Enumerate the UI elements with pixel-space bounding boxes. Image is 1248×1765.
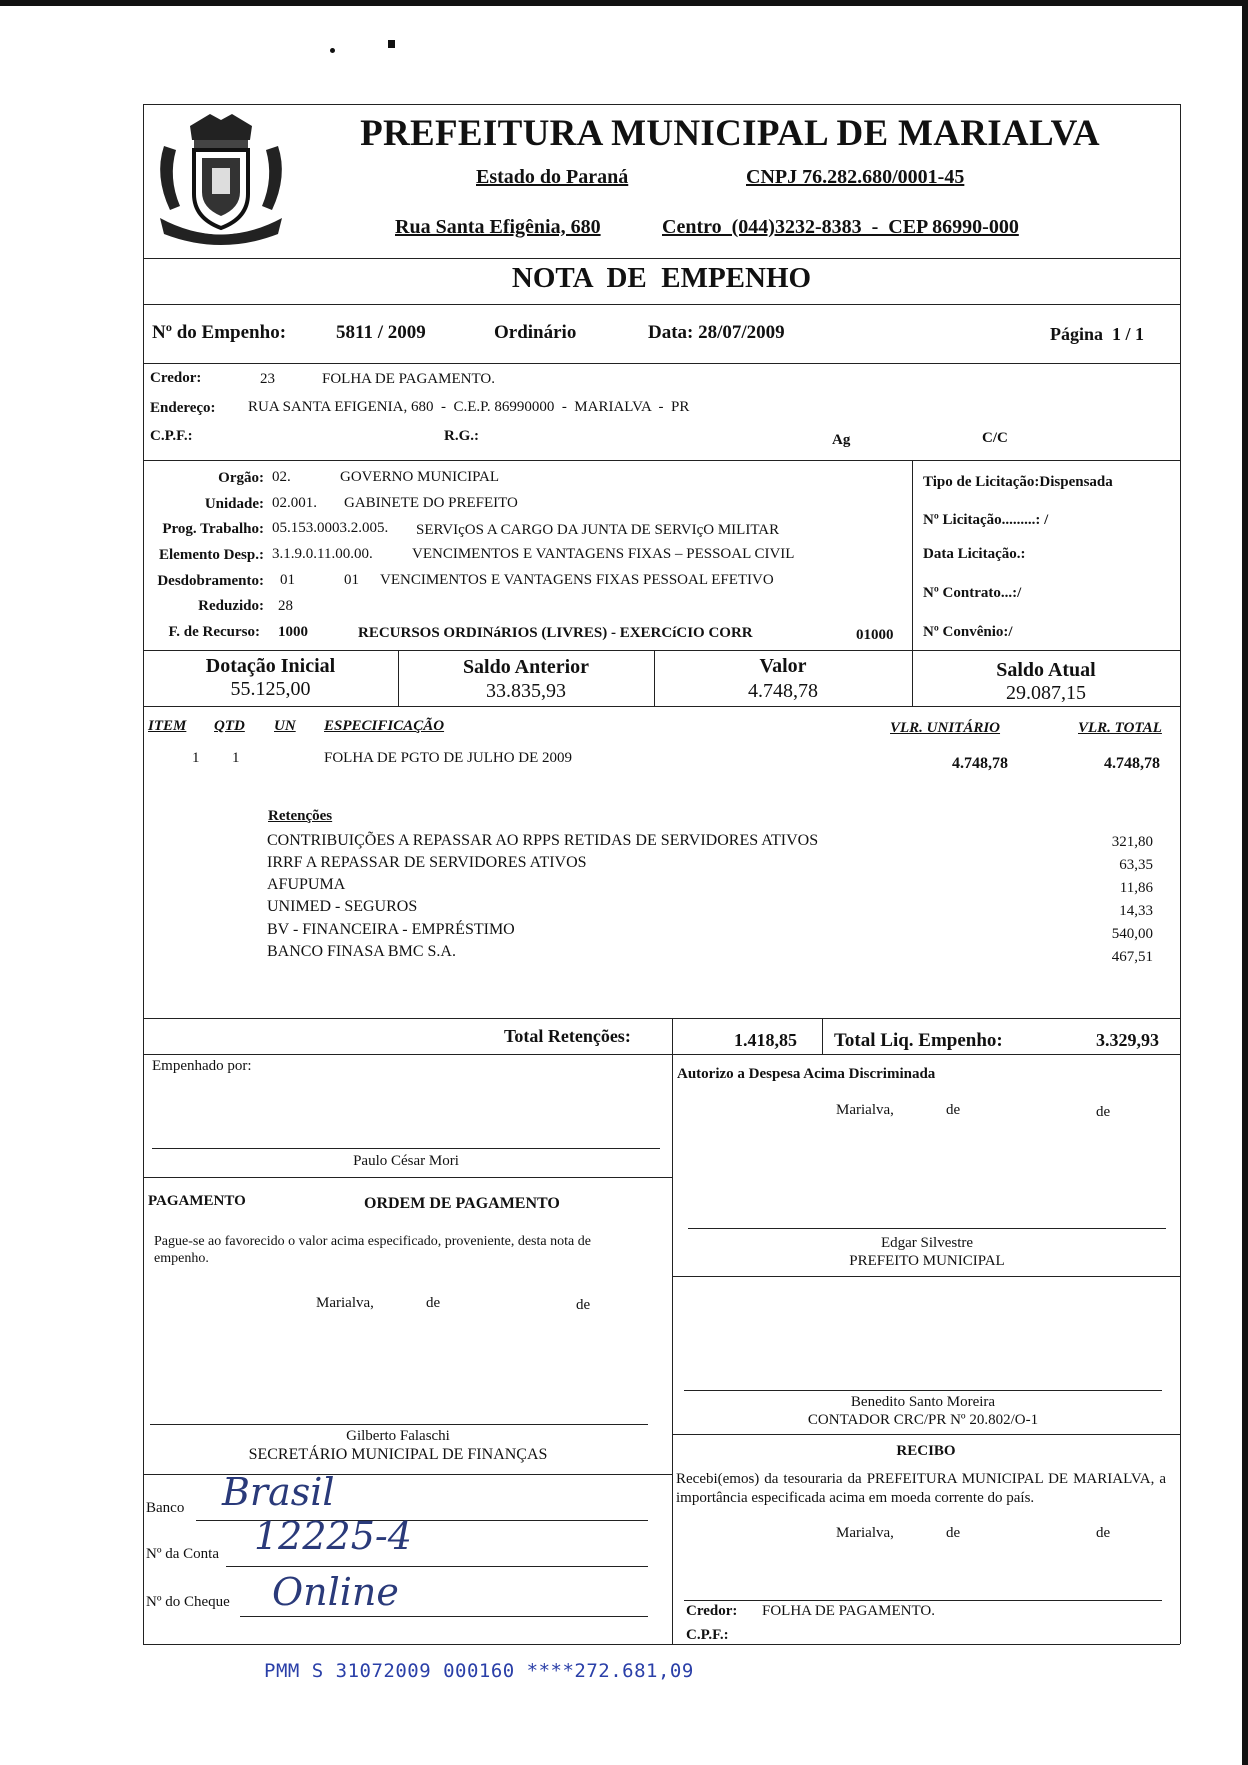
- retencao-desc: BV - FINANCEIRA - EMPRÉSTIMO: [267, 921, 515, 938]
- rule: [912, 460, 913, 650]
- ordem-pagamento-label: ORDEM DE PAGAMENTO: [364, 1195, 560, 1212]
- place-marialva: Marialva,: [836, 1525, 894, 1541]
- item-unit-value: 4.748,78: [952, 755, 1008, 772]
- rule: [143, 706, 1180, 707]
- retencao-desc: UNIMED - SEGUROS: [267, 898, 418, 915]
- date-de: de: [946, 1525, 961, 1541]
- col-vlr-total: VLR. TOTAL: [1078, 720, 1162, 736]
- dotacao-label: Dotação Inicial: [205, 655, 336, 677]
- endereco-value: RUA SANTA EFIGENIA, 680 - C.E.P. 86990000 - MARIALVA - PR: [248, 399, 690, 415]
- recurso-ref: 01000: [856, 627, 894, 643]
- retencao-value: 467,51: [1111, 949, 1153, 965]
- rule: [822, 1018, 823, 1054]
- recurso-code: 1000: [278, 624, 308, 640]
- rule: [143, 104, 1180, 105]
- item-qtd: 1: [232, 750, 240, 766]
- scan-speck: [388, 40, 395, 48]
- saldo-anterior-value: 33.835,93: [486, 680, 566, 702]
- banco-handwritten: Brasil: [222, 1470, 335, 1514]
- empenho-number: 5811 / 2009: [336, 322, 426, 343]
- cheque-handwritten: Online: [272, 1570, 399, 1614]
- state-name: Estado do Paraná: [476, 166, 629, 188]
- recurso-label: F. de Recurso:: [168, 624, 260, 640]
- banco-label: Banco: [146, 1500, 185, 1516]
- orgao-label: Orgão:: [218, 470, 264, 486]
- address: Rua Santa Efigênia, 680: [395, 216, 601, 238]
- page-number: Página 1 / 1: [1050, 324, 1145, 344]
- rule: [143, 1177, 672, 1178]
- rule: [143, 1054, 1180, 1055]
- contador-role: CONTADOR CRC/PR Nº 20.802/O-1: [807, 1412, 1039, 1428]
- rule: [143, 1018, 1180, 1019]
- item-description: FOLHA DE PGTO DE JULHO DE 2009: [324, 750, 573, 766]
- empenho-label: Nº do Empenho:: [152, 322, 287, 343]
- valor-value: 4.748,78: [748, 680, 818, 702]
- total-liquido-label: Total Liq. Empenho:: [834, 1030, 1003, 1051]
- data-licitacao: Data Licitação.:: [923, 546, 1026, 562]
- crest-logo: [150, 106, 292, 256]
- elemento-name: VENCIMENTOS E VANTAGENS FIXAS – PESSOAL CIVIL: [412, 546, 795, 562]
- date-de: de: [576, 1297, 591, 1313]
- date-de: de: [946, 1102, 961, 1118]
- tipo-licitacao: Tipo de Licitação:Dispensada: [923, 474, 1113, 490]
- retencao-desc: CONTRIBUIÇÕES A REPASSAR AO RPPS RETIDAS DE SERVIDORES ATIVOS: [267, 832, 819, 849]
- rule: [143, 304, 1180, 305]
- recibo-cpf-label: C.P.F.:: [686, 1627, 729, 1643]
- pagamento-label: PAGAMENTO: [148, 1193, 246, 1209]
- validation-stamp: PMM S 31072009 000160 ****272.681,09: [264, 1660, 694, 1682]
- credor-code: 23: [260, 371, 275, 387]
- prefeito-role: PREFEITO MUNICIPAL: [849, 1253, 1005, 1269]
- prog-code: 05.153.0003.2.005.: [272, 520, 389, 536]
- rule: [672, 1054, 673, 1644]
- endereco-label: Endereço:: [150, 400, 216, 416]
- signature-line: [152, 1148, 660, 1149]
- date-de: de: [1096, 1104, 1111, 1120]
- recibo-text: Recebi(emos) da tesouraria da PREFEITURA MUNICIPAL DE MARIALVA, a importância especificada acima em moeda corrente do país.: [676, 1471, 1166, 1506]
- scan-border-top: [0, 0, 1248, 6]
- signature-line: [684, 1600, 1162, 1601]
- signature-line: [150, 1424, 648, 1425]
- col-especificacao: ESPECIFICAÇÃO: [324, 718, 445, 734]
- retencao-value: 540,00: [1111, 926, 1153, 942]
- reduzido-label: Reduzido:: [198, 598, 264, 614]
- numero-licitacao: Nº Licitação.........: /: [923, 512, 1049, 528]
- recibo-title: RECIBO: [896, 1443, 956, 1459]
- unidade-code: 02.001.: [272, 495, 317, 511]
- empenhado-name: Paulo César Mori: [353, 1153, 459, 1169]
- item-total-value: 4.748,78: [1104, 755, 1160, 772]
- unidade-name: GABINETE DO PREFEITO: [344, 495, 518, 511]
- signature-line: [688, 1228, 1166, 1229]
- col-qtd: QTD: [214, 718, 245, 734]
- contador-name: Benedito Santo Moreira: [850, 1394, 996, 1410]
- col-item: ITEM: [148, 718, 187, 734]
- rule: [672, 1018, 673, 1054]
- retencao-value: 321,80: [1111, 834, 1153, 850]
- prog-name: SERVIçOS A CARGO DA JUNTA DE SERVIçO MILITAR: [416, 522, 780, 538]
- total-liquido-value: 3.329,93: [1096, 1030, 1159, 1050]
- cheque-label: Nº do Cheque: [146, 1594, 230, 1610]
- elemento-code: 3.1.9.0.11.00.00.: [272, 546, 373, 562]
- secretario-role: SECRETÁRIO MUNICIPAL DE FINANÇAS: [248, 1446, 548, 1463]
- desdobramento-name: VENCIMENTOS E VANTAGENS FIXAS PESSOAL EFETIVO: [380, 572, 774, 588]
- conta-label: Nº da Conta: [146, 1546, 219, 1562]
- recibo-credor-label: Credor:: [686, 1603, 738, 1619]
- prog-label: Prog. Trabalho:: [162, 521, 264, 537]
- orgao-code: 02.: [272, 469, 291, 485]
- document-type-title: NOTA DE EMPENHO: [511, 262, 812, 294]
- rule: [143, 460, 1180, 461]
- retencoes-title: Retenções: [268, 808, 333, 824]
- dotacao-value: 55.125,00: [230, 678, 311, 700]
- desdobramento-b: 01: [344, 572, 359, 588]
- empenho-date: Data: 28/07/2009: [648, 322, 785, 343]
- elemento-label: Elemento Desp.:: [159, 547, 264, 563]
- rule: [143, 363, 1180, 364]
- retencao-value: 63,35: [1119, 857, 1153, 873]
- scan-speck: [330, 48, 335, 53]
- col-vlr-unitario: VLR. UNITÁRIO: [890, 720, 1001, 736]
- valor-label: Valor: [759, 655, 807, 677]
- credor-name: FOLHA DE PAGAMENTO.: [322, 371, 495, 387]
- empenho-type: Ordinário: [494, 322, 577, 343]
- autorizo-label: Autorizo a Despesa Acima Discriminada: [677, 1066, 936, 1082]
- cpf-label: C.P.F.:: [150, 428, 193, 444]
- saldo-atual-value: 29.087,15: [1006, 682, 1086, 704]
- saldo-atual-label: Saldo Atual: [996, 659, 1096, 681]
- cnpj: CNPJ 76.282.680/0001-45: [746, 166, 965, 188]
- place-marialva: Marialva,: [836, 1102, 894, 1118]
- prefeito-name: Edgar Silvestre: [880, 1235, 974, 1251]
- desdobramento-label: Desdobramento:: [157, 573, 264, 589]
- rule: [143, 1644, 1180, 1645]
- col-un: UN: [274, 718, 296, 734]
- desdobramento-a: 01: [280, 572, 295, 588]
- signature-line: [684, 1390, 1162, 1391]
- recibo-credor-name: FOLHA DE PAGAMENTO.: [762, 1603, 935, 1619]
- total-retencoes-value: 1.418,85: [734, 1030, 797, 1050]
- phone-cep: Centro (044)3232-8383 - CEP 86990-000: [662, 216, 1019, 238]
- retencao-desc: AFUPUMA: [267, 876, 346, 893]
- total-retencoes-label: Total Retenções:: [504, 1026, 631, 1046]
- conta-line: [226, 1566, 648, 1567]
- page-title: PREFEITURA MUNICIPAL DE MARIALVA: [360, 113, 1100, 154]
- municipal-coat-of-arms-icon: [150, 106, 292, 256]
- conta-handwritten: 12225-4: [254, 1514, 412, 1558]
- cheque-line: [240, 1616, 648, 1617]
- numero-convenio: Nº Convênio:/: [923, 624, 1013, 640]
- credor-label: Credor:: [150, 370, 202, 386]
- unidade-label: Unidade:: [204, 496, 264, 512]
- rule: [143, 650, 1180, 651]
- retencao-value: 11,86: [1119, 880, 1153, 896]
- item-number: 1: [192, 750, 200, 766]
- rg-label: R.G.:: [444, 428, 479, 444]
- date-de: de: [426, 1295, 441, 1311]
- place-marialva: Marialva,: [316, 1295, 374, 1311]
- rule: [672, 1276, 1180, 1277]
- rule: [143, 258, 1180, 259]
- empenhado-por-label: Empenhado por:: [152, 1058, 252, 1074]
- saldo-anterior-label: Saldo Anterior: [462, 656, 590, 678]
- orgao-name: GOVERNO MUNICIPAL: [340, 469, 500, 485]
- scan-border-right: [1242, 0, 1248, 1765]
- date-de: de: [1096, 1525, 1111, 1541]
- pague-se-text: Pague-se ao favorecido o valor acima especificado, proveniente, desta nota de empenho.: [154, 1234, 591, 1266]
- retencao-desc: BANCO FINASA BMC S.A.: [267, 943, 456, 960]
- secretario-name: Gilberto Falaschi: [346, 1428, 450, 1444]
- retencao-desc: IRRF A REPASSAR DE SERVIDORES ATIVOS: [267, 854, 587, 871]
- recurso-name: RECURSOS ORDINáRIOS (LIVRES) - EXERCíCIO CORR: [358, 625, 753, 641]
- account-label: C/C: [982, 430, 1008, 446]
- retencao-value: 14,33: [1119, 903, 1153, 919]
- numero-contrato: Nº Contrato...:/: [923, 585, 1022, 601]
- reduzido-value: 28: [278, 598, 293, 614]
- rule: [672, 1434, 1180, 1435]
- agency-label: Ag: [832, 432, 851, 448]
